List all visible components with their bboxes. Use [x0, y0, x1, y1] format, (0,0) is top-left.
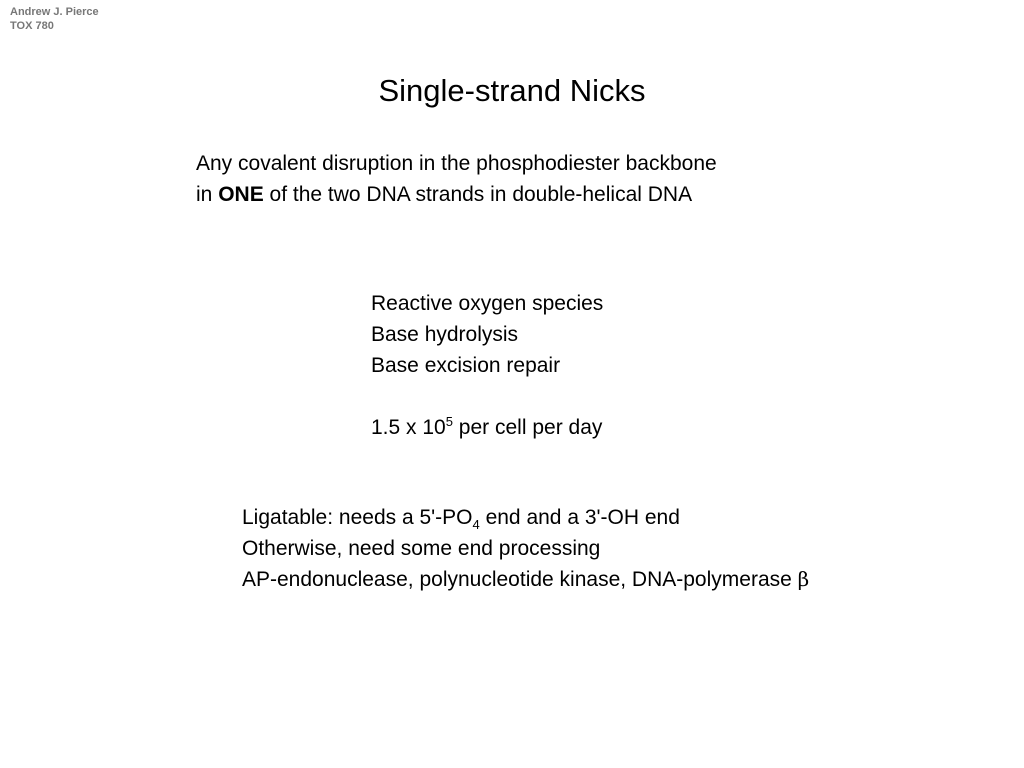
repair-line-1-part-1: Ligatable: needs a 5'-PO: [242, 506, 473, 529]
causes-block: [371, 288, 603, 443]
definition-emphasis: ONE: [218, 183, 264, 206]
repair-line-3: [242, 564, 809, 595]
frequency-suffix: per cell per day: [452, 416, 603, 439]
slide-title: Single-strand Nicks: [378, 73, 646, 108]
slide-header-meta: [10, 5, 99, 33]
frequency-base: 1.5 x 10: [371, 416, 446, 439]
frequency-line: [371, 412, 603, 443]
beta-symbol: β: [797, 567, 810, 591]
repair-block: [242, 502, 809, 595]
course-code: TOX 780: [10, 20, 54, 32]
definition-line-2: [196, 179, 717, 210]
repair-line-3-text: AP-endonuclease, polynucleotide kinase, DNA-polymerase: [242, 568, 798, 591]
cause-item: Reactive oxygen species: [371, 292, 604, 315]
definition-block: [196, 148, 717, 210]
definition-line-1: Any covalent disruption in the phosphodiester backbone: [196, 152, 717, 175]
phosphate-subscript: 4: [472, 517, 480, 532]
definition-line-2-prefix: in: [196, 183, 219, 206]
cause-item: Base excision repair: [371, 354, 561, 377]
repair-line-2: Otherwise, need some end processing: [242, 537, 601, 560]
frequency-exponent: 5: [445, 414, 453, 429]
definition-line-2-suffix: of the two DNA strands in double-helical DNA: [263, 183, 693, 206]
repair-line-1: [242, 502, 809, 533]
repair-line-1-part-2: end and a 3'-OH end: [479, 506, 680, 529]
author-name: Andrew J. Pierce: [10, 6, 99, 18]
cause-item: Base hydrolysis: [371, 323, 519, 346]
